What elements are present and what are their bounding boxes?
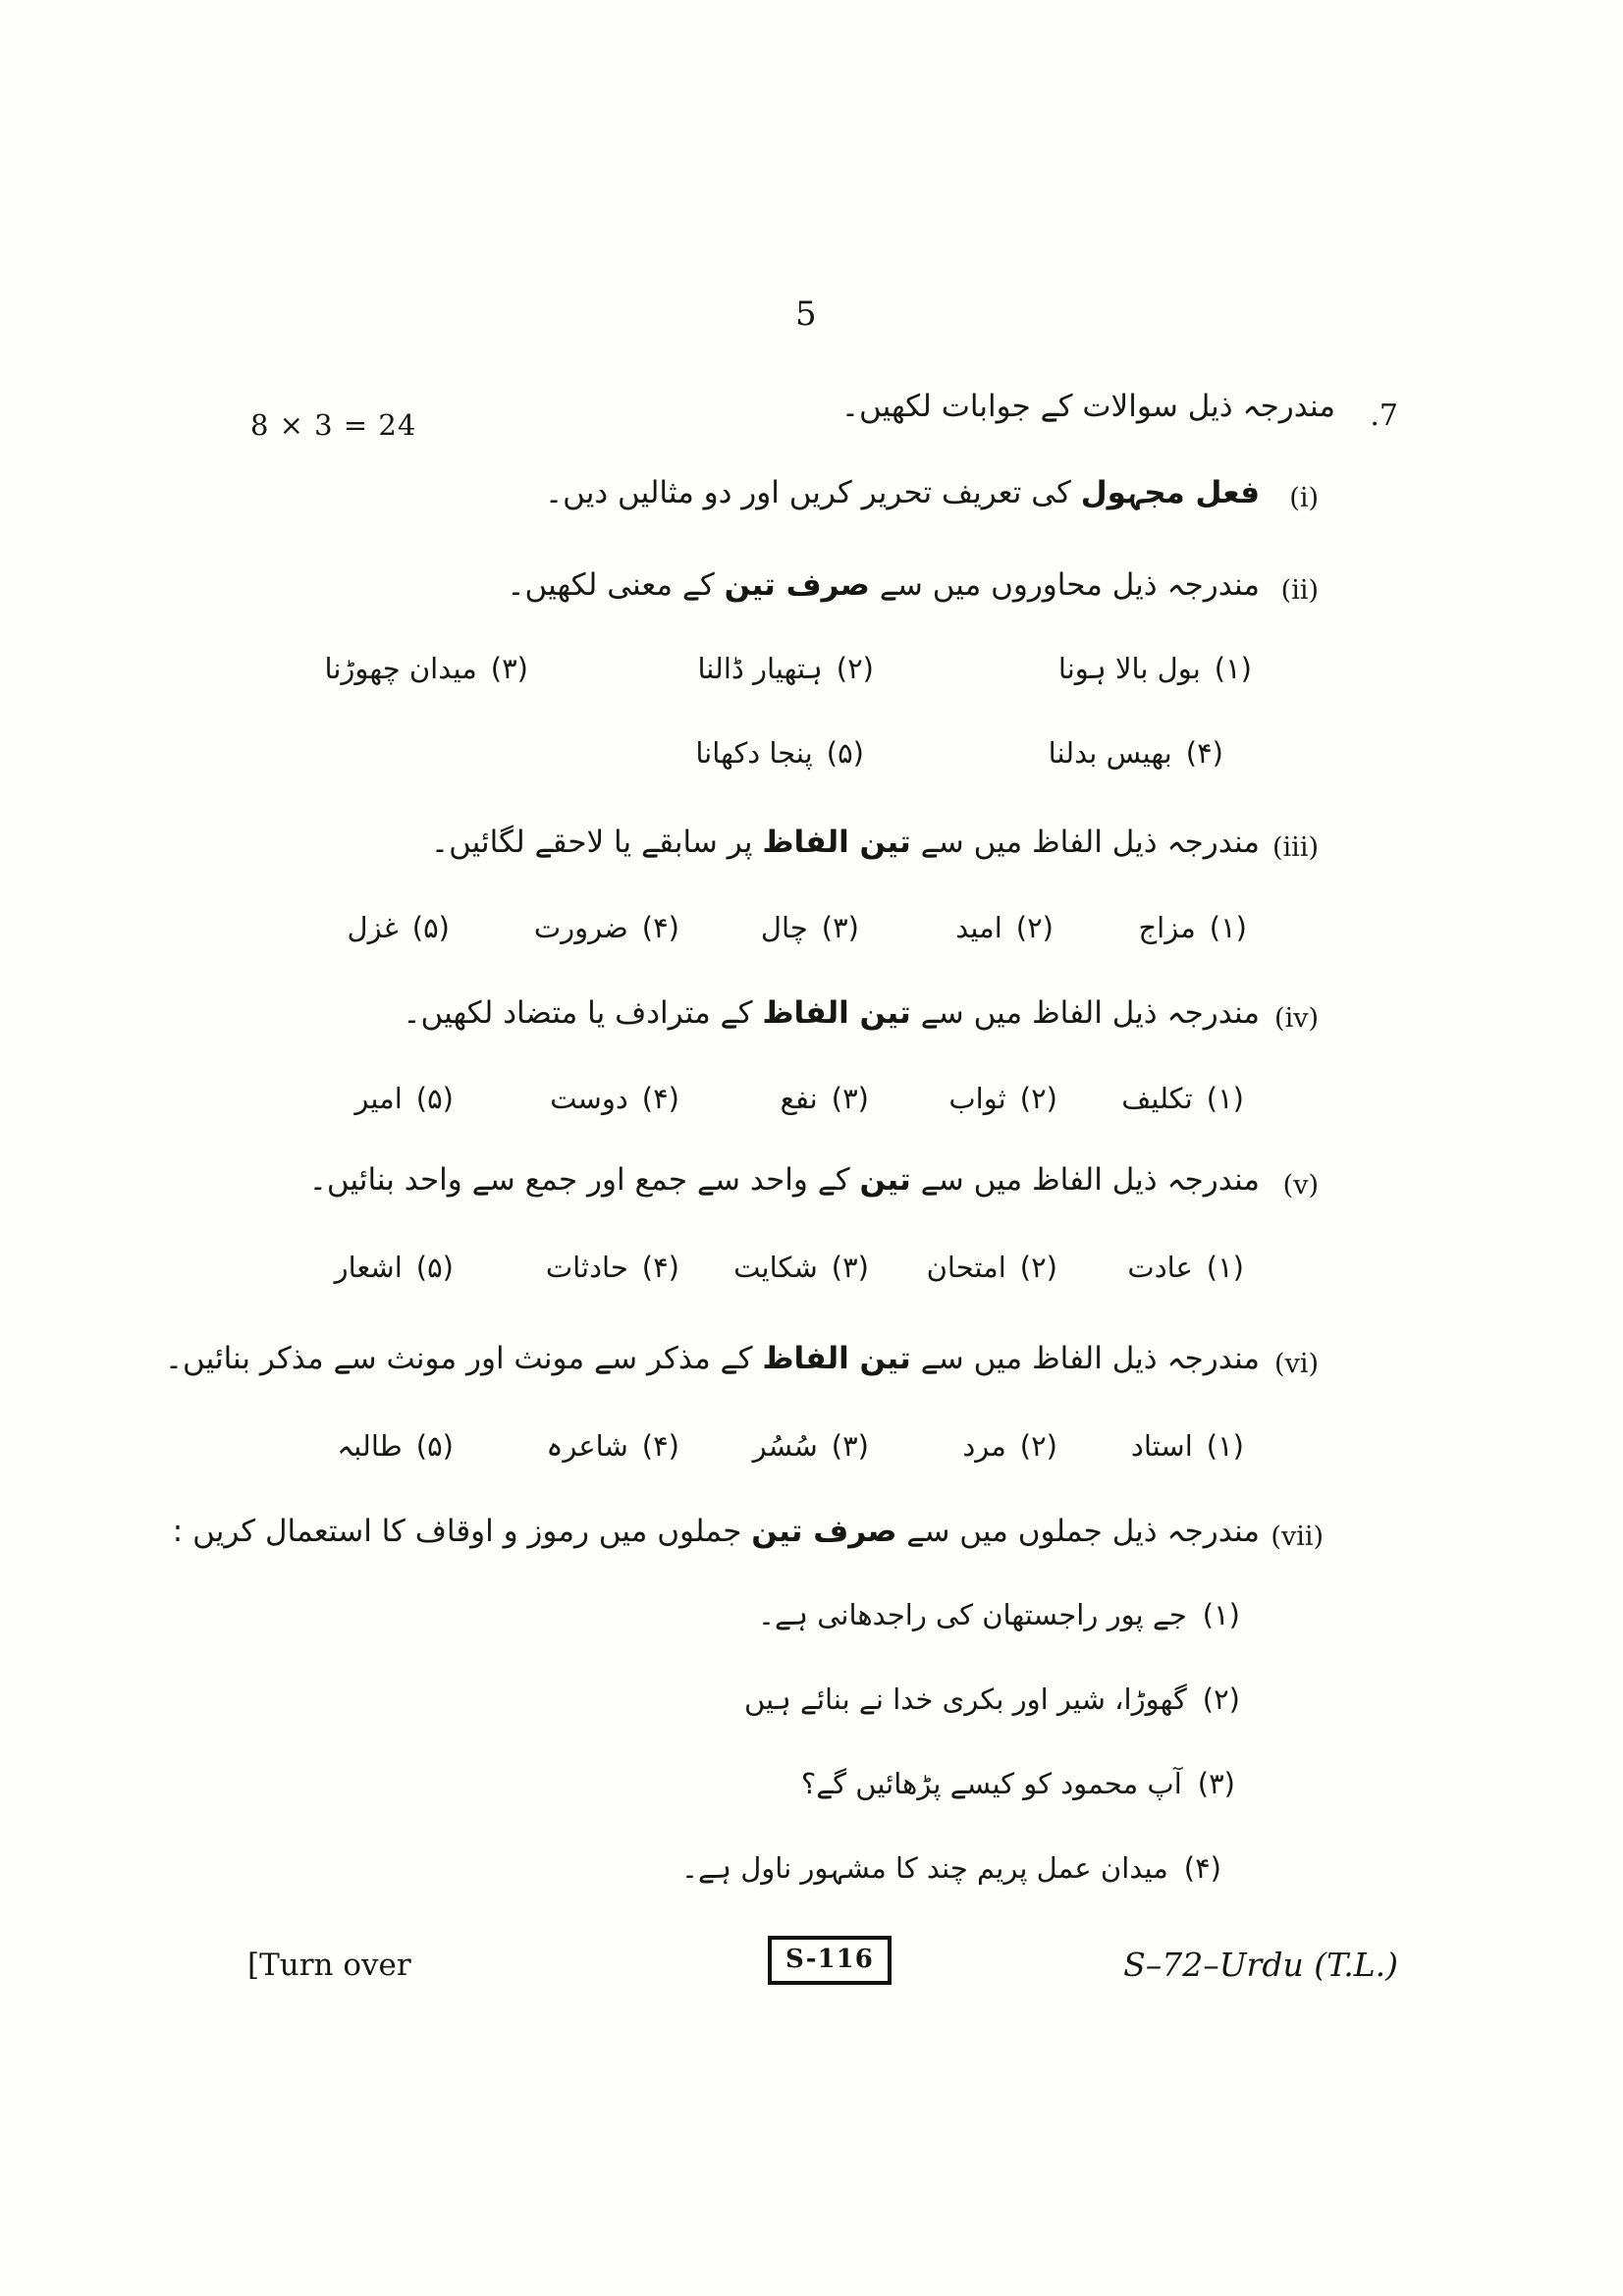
part-vi-label: (vi) (1274, 1349, 1319, 1379)
part-vii-text: مندرجہ ذیل جملوں میں سے صرف تین جملوں میں رموز و اوقاف کا استعمال کریں : (172, 1514, 1260, 1549)
option-item: (۴)بھیس بدلنا (1048, 736, 1223, 770)
option-item: (۳)میدان چھوڑنا (324, 652, 528, 685)
part-i-text: فعل مجہول کی تعریف تحریر کریں اور دو مثالیں دیں۔ (544, 475, 1260, 510)
part-v-label: (v) (1282, 1170, 1319, 1201)
option-item: (۵)طالبہ (337, 1429, 454, 1463)
sentence-item: (۴)میدان عمل پریم چند کا مشہور ناول ہے۔ (681, 1851, 1221, 1885)
option-item: (۲)امید (955, 911, 1054, 944)
option-item: (۴)شاعرہ (546, 1429, 679, 1463)
part-i-label: (i) (1289, 483, 1319, 513)
option-item: (۳)سُسُر (752, 1429, 869, 1463)
option-item: (۴)دوست (550, 1082, 679, 1115)
part-vi-text: مندرجہ ذیل الفاظ میں سے تین الفاظ کے مذکر سے مونث اور مونث سے مذکر بنائیں۔ (164, 1341, 1260, 1376)
part-v-text: مندرجہ ذیل الفاظ میں سے تین کے واحد سے جمع اور جمع سے واحد بنائیں۔ (308, 1162, 1260, 1198)
part-ii-label: (ii) (1280, 575, 1319, 606)
booklet-code-box: S-116 (768, 1936, 892, 1985)
option-item: (۵)غزل (347, 911, 450, 944)
part-vii-label: (vii) (1271, 1522, 1324, 1552)
part-iv-label: (iv) (1274, 1003, 1319, 1034)
option-item: (۵)پنجا دکھانا (695, 736, 864, 770)
option-item: (۱)عادت (1127, 1251, 1244, 1284)
option-item: (۱)بول بالا ہونا (1057, 652, 1252, 685)
page-number: 5 (795, 294, 817, 334)
sentence-item: (۳)آپ محمود کو کیسے پڑھائیں گے؟ (800, 1767, 1235, 1800)
option-item: (۱)مزاج (1138, 911, 1247, 944)
option-item: (۲)امتحان (926, 1251, 1057, 1284)
marks-value: 8 × 3 = 24 (250, 408, 417, 442)
option-item: (۲)مرد (962, 1429, 1057, 1463)
part-iv-text: مندرجہ ذیل الفاظ میں سے تین الفاظ کے مترادف یا متضاد لکھیں۔ (403, 995, 1260, 1031)
paper-code: S–72–Urdu (T.L.) (1123, 1946, 1398, 1984)
option-item: (۱)استاد (1130, 1429, 1244, 1463)
option-item: (۳)چال (760, 911, 859, 944)
turn-over-note: [Turn over (247, 1948, 411, 1983)
part-iii-text: مندرجہ ذیل الفاظ میں سے تین الفاظ پر سابقے یا لاحقے لگائیں۔ (430, 825, 1260, 860)
sentence-item: (۱)جے پور راجستھان کی راجدھانی ہے۔ (758, 1598, 1240, 1631)
part-iii-label: (iii) (1272, 832, 1319, 863)
part-ii-text: مندرجہ ذیل محاوروں میں سے صرف تین کے معنی لکھیں۔ (507, 567, 1260, 603)
option-item: (۱)تکلیف (1121, 1082, 1244, 1115)
option-item: (۵)اشعار (334, 1251, 454, 1284)
option-item: (۴)ضرورت (533, 911, 679, 944)
option-item: (۳)نفع (780, 1082, 869, 1115)
sentence-item: (۲)گھوڑا، شیر اور بکری خدا نے بنائے ہیں (743, 1682, 1240, 1716)
option-item: (۴)حادثات (545, 1251, 679, 1284)
option-item: (۲)ثواب (948, 1082, 1057, 1115)
question-heading: مندرجہ ذیل سوالات کے جوابات لکھیں۔ (840, 389, 1335, 424)
option-item: (۲)ہتھیار ڈالنا (697, 652, 874, 685)
option-item: (۵)امیر (354, 1082, 454, 1115)
question-number: .7 (1370, 399, 1398, 433)
option-item: (۳)شکایت (733, 1251, 869, 1284)
